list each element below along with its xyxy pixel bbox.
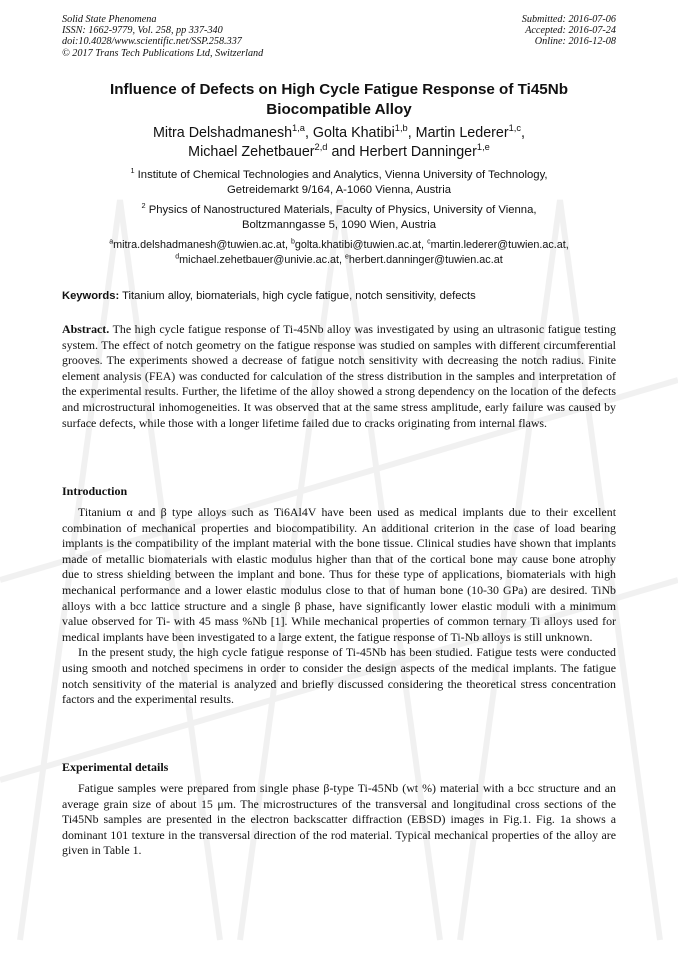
intro-paragraph-1: Titanium α and β type alloys such as Ti6Al4V have been used as medical implants due to their excellent combination of mechanical properties and biocompatibility. An additional criterion in the case of load bearing implants is the compatibility of the implant material with the bone tissue. Clinical studies have shown that implants made of metallic biomaterials with elastic modulus higher than that of the cortical bone may cause bone atrophy due to stress shielding between the implant and bone. Thus for these type of applications, biomaterials with high mechanical performance and a lower elastic modulus close to that of human bone (10-30 GPa) are desired. TiNb alloys with a bcc lattice structure and a single β phase, have significantly lower elastic moduli with a minimum value observed for Ti- with 45 mass %Nb [1]. While mechanical properties of common ternary Ti alloys used for medical implants have been investigated to a large extent, the fatigue response of Ti-Nb alloys is still unknown. bbox=[62, 505, 616, 644]
journal-copyright: © 2017 Trans Tech Publications Ltd, Switzerland bbox=[62, 47, 264, 59]
author-list bbox=[62, 124, 616, 162]
journal-issn: ISSN: 1662-9779, Vol. 258, pp 337-340 bbox=[62, 25, 223, 37]
experimental-body bbox=[62, 781, 616, 859]
author-sup: 1,a bbox=[292, 123, 305, 134]
author-name: Michael Zehetbauer bbox=[188, 144, 315, 160]
author-emails: $^a$mitra.delshadmanesh@tuwien.ac.at, $^b$golta.khatibi@tuwien.ac.at, $^c$martin.lederer@tuwien.ac.at, $^d$michael.zehetbauer@univie.ac.at, $^e$herbert.danninger@tuwien.ac.at bbox=[109, 238, 569, 266]
author-name: Golta Khatibi bbox=[312, 125, 395, 141]
title-line-2: Biocompatible Alloy bbox=[266, 101, 412, 118]
abstract-text: The high cycle fatigue response of Ti-45Nb alloy was investigated by using an ultrasonic fatigue testing system. The effect of notch geometry on the fatigue response was studied on samples with different circumferential grooves. The experiments showed a decrease of fatigue notch sensitivity with decreasing the notch radius. Finite element analysis (FEA) was conducted for calculation of the stress distribution in the samples and interpretation of the experimental results. Further, the lifetime of the alloy showed a strong dependency on the location of the defects and microstructural inhomogeneities. It was observed that at the same stress amplitude, early failure was caused by surface defects, while those with a longer lifetime failed due to cracks originating from internal flaws. bbox=[62, 322, 616, 430]
accepted-date: Accepted: 2016-07-24 bbox=[525, 25, 616, 37]
keywords-label: Keywords: bbox=[62, 290, 120, 302]
keywords bbox=[62, 289, 616, 304]
author-name: Herbert Danninger bbox=[359, 144, 477, 160]
intro-paragraph-2: In the present study, the high cycle fatigue response of Ti-45Nb has been studied. Fatigue tests were conducted using smooth and notched specimens in order to consider the design aspects of the medical implants. The fatigue notch sensitivity of the material is analyzed and briefly discussed considering the theoretical stress concentration factors and the experimental results. bbox=[62, 645, 616, 707]
introduction-heading: Introduction bbox=[62, 484, 128, 498]
abstract bbox=[62, 322, 616, 431]
email-link[interactable]: michael.zehetbauer@univie.ac.at, bbox=[179, 254, 342, 266]
header-left bbox=[62, 14, 263, 59]
keywords-text: Titanium alloy, biomaterials, high cycle fatigue, notch sensitivity, defects bbox=[122, 290, 476, 302]
email-link[interactable]: mitra.delshadmanesh@tuwien.ac.at, bbox=[113, 239, 288, 251]
experimental-heading: Experimental details bbox=[62, 760, 169, 774]
authors-line-1: Mitra Delshadmanesh$^{1,a}$, Golta Khatibi$^{1,b}$, Martin Lederer$^{1,c}$, bbox=[152, 123, 526, 141]
journal-doi: doi:10.4028/www.scientific.net/SSP.258.337 bbox=[62, 36, 242, 48]
header-right bbox=[522, 14, 616, 48]
author-sup: 1,b bbox=[394, 123, 408, 134]
experimental-paragraph-1: Fatigue samples were prepared from single phase β-type Ti-45Nb (wt %) material with a bcc structure and an average grain size of about 15 μm. The microstructures of the transversal and longitudinal cross sections of the Ti45Nb samples are presented in the electron backscatter diffraction (EBSD) images in Fig.1. Fig. 1a shows a dominant 101 texture in the transversal direction of the rod material. Typical mechanical properties of the alloy are given in Table 1. bbox=[62, 781, 616, 858]
journal-name: Solid State Phenomena bbox=[62, 14, 157, 25]
email-link[interactable]: martin.lederer@tuwien.ac.at, bbox=[430, 239, 569, 251]
paper-title bbox=[62, 80, 616, 120]
email-link[interactable]: herbert.danninger@tuwien.ac.at bbox=[348, 254, 503, 266]
abstract-label: Abstract. bbox=[62, 322, 110, 336]
affiliation-2: $^2$ Physics of Nanostructured Materials, Faculty of Physics, University of Vienna, Boltzmanngasse 5, 1090 Wien, Austria bbox=[141, 201, 537, 231]
affiliation-1: $^1$ Institute of Chemical Technologies and Analytics, Vienna University of Technology, Getreidemarkt 9/164, A-1060 Vienna, Austria bbox=[130, 166, 548, 196]
title-line-1: Influence of Defects on High Cycle Fatigue Response of Ti45Nb bbox=[110, 81, 568, 98]
author-sup: 1,c bbox=[508, 123, 522, 134]
email-link[interactable]: golta.khatibi@tuwien.ac.at, bbox=[294, 239, 425, 251]
introduction-body bbox=[62, 505, 616, 708]
submitted-date: Submitted: 2016-07-06 bbox=[521, 14, 616, 25]
author-name: Martin Lederer bbox=[415, 125, 509, 141]
author-name: Mitra Delshadmanesh bbox=[152, 125, 293, 141]
online-date: Online: 2016-12-08 bbox=[534, 36, 616, 48]
author-sup: 1,e bbox=[476, 142, 490, 153]
author-sup: 2,d bbox=[314, 142, 328, 153]
authors-line-2: Michael Zehetbauer$^{2,d}$ and Herbert Danninger$^{1,e}$ bbox=[188, 142, 490, 160]
